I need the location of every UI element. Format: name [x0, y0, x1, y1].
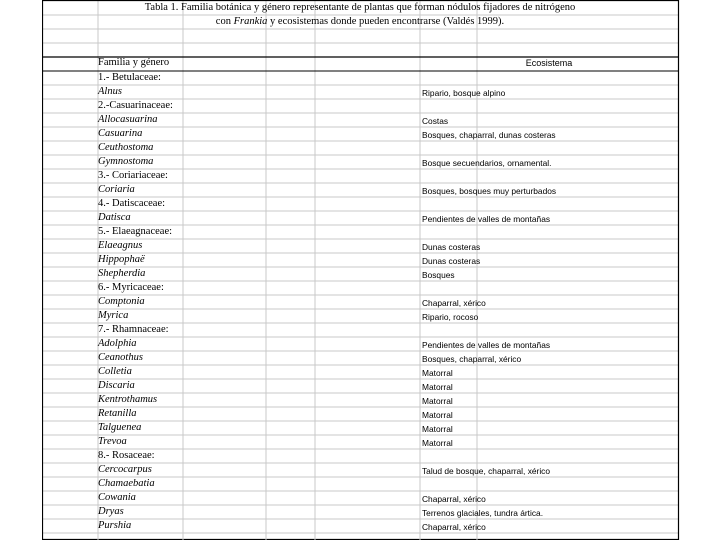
- ecosystem-cell: Bosques, bosques muy perturbados: [422, 186, 557, 196]
- table-row: [42, 141, 720, 155]
- genus-cell: Retanilla: [98, 408, 137, 419]
- family-cell: 7.- Rhamnaceae:: [98, 324, 169, 335]
- table-row: [42, 197, 720, 211]
- genus-cell: Comptonia: [98, 296, 145, 307]
- genus-cell: Adolphia: [98, 338, 137, 349]
- ecosystem-cell: Bosques: [422, 270, 455, 280]
- table-row: [42, 155, 720, 169]
- genus-cell: Gymnostoma: [98, 156, 154, 167]
- ecosystem-cell: Chaparral, xérico: [422, 494, 486, 504]
- ecosystem-cell: Matorral: [422, 410, 453, 420]
- table-row: [42, 365, 720, 379]
- table-row: [42, 295, 720, 309]
- genus-cell: Colletia: [98, 366, 132, 377]
- table-row: [42, 99, 720, 113]
- ecosystem-cell: Matorral: [422, 382, 453, 392]
- table-row: [42, 421, 720, 435]
- spreadsheet-page: [42, 0, 720, 540]
- genus-cell: Kentrothamus: [98, 394, 158, 405]
- table-row: [42, 113, 720, 127]
- family-cell: 8.- Rosaceae:: [98, 450, 155, 461]
- genus-cell: Cercocarpus: [98, 464, 152, 475]
- table-row: [42, 337, 720, 351]
- ecosystem-cell: Dunas costeras: [422, 256, 481, 266]
- table-row: [42, 267, 720, 281]
- genus-cell: Talguenea: [98, 422, 142, 433]
- table-row: [42, 281, 720, 295]
- table-row: [42, 407, 720, 421]
- ecosystem-cell: Costas: [422, 116, 449, 126]
- table-row: [42, 211, 720, 225]
- genus-cell: Coriaria: [98, 184, 135, 195]
- table-row: [42, 379, 720, 393]
- ecosystem-cell: Pendientes de valles de montañas: [422, 214, 551, 224]
- genus-cell: Ceanothus: [98, 352, 143, 363]
- ecosystem-cell: Chaparral, xérico: [422, 522, 486, 532]
- genus-cell: Alnus: [98, 86, 122, 97]
- ecosystem-cell: Matorral: [422, 438, 453, 448]
- family-cell: 1.- Betulaceae:: [98, 72, 161, 83]
- genus-cell: Purshia: [98, 520, 132, 531]
- genus-cell: Elaeagnus: [98, 240, 143, 251]
- table-row: [42, 183, 720, 197]
- table-row: [42, 477, 720, 491]
- ecosystem-cell: Ripario, rocoso: [422, 312, 479, 322]
- table-row: [42, 393, 720, 407]
- ecosystem-cell: Dunas costeras: [422, 242, 481, 252]
- table-row: [42, 435, 720, 449]
- ecosystem-cell: Bosque secuendarios, ornamental.: [422, 158, 552, 168]
- table-row: [42, 449, 720, 463]
- table-row: [42, 239, 720, 253]
- ecosystem-cell: Bosques, chaparral, dunas costeras: [422, 130, 556, 140]
- genus-cell: Trevoa: [98, 436, 127, 447]
- genus-cell: Ceuthostoma: [98, 142, 154, 153]
- genus-cell: Hippophaë: [98, 254, 145, 265]
- genus-cell: Myrica: [98, 310, 129, 321]
- table-row: [42, 463, 720, 477]
- genus-cell: Dryas: [98, 506, 124, 517]
- table-row: [42, 71, 720, 85]
- column-header-family: Familia y género: [98, 57, 170, 68]
- genus-cell: Discaria: [98, 380, 135, 391]
- genus-cell: Chamaebatia: [98, 478, 155, 489]
- table-row: [42, 491, 720, 505]
- title-genus-frankia: Frankia: [233, 16, 268, 27]
- table-title-line-2: [42, 15, 678, 29]
- table-row: [42, 505, 720, 519]
- ecosystem-cell: Terrenos glaciales, tundra ártica.: [422, 508, 544, 518]
- table-row: [42, 323, 720, 337]
- table-row: [42, 519, 720, 533]
- family-cell: 5.- Elaeagnaceae:: [98, 226, 173, 237]
- table-row: [42, 351, 720, 365]
- table-row: [42, 169, 720, 183]
- table-title-line-1: Tabla 1. Familia botánica y género representante de plantas que forman nódulos fijadores de nitrógeno: [144, 2, 576, 13]
- table-row: [42, 85, 720, 99]
- family-cell: 6.- Myricaceae:: [98, 282, 164, 293]
- genus-cell: Allocasuarina: [98, 114, 158, 125]
- ecosystem-cell: Ripario, bosque alpino: [422, 88, 506, 98]
- table-row: [42, 225, 720, 239]
- family-cell: 4.- Datiscaceae:: [98, 198, 166, 209]
- ecosystem-cell: Matorral: [422, 396, 453, 406]
- family-cell: 3.- Coriariaceae:: [98, 170, 168, 181]
- ecosystem-cell: Chaparral, xérico: [422, 298, 486, 308]
- ecosystem-cell: Bosques, chaparral, xérico: [422, 354, 522, 364]
- genus-cell: Datisca: [98, 212, 131, 223]
- genus-cell: Cowania: [98, 492, 136, 503]
- table-row: [42, 127, 720, 141]
- ecosystem-cell: Matorral: [422, 368, 453, 378]
- title-line-2-prefix: con: [215, 16, 234, 27]
- title-line-2-suffix: y ecosistemas donde pueden encontrarse (Valdés 1999).: [267, 16, 505, 27]
- family-cell: 2.-Casuarinaceae:: [98, 100, 173, 111]
- ecosystem-cell: Matorral: [422, 424, 453, 434]
- genus-cell: Shepherdia: [98, 268, 146, 279]
- table-row: [42, 253, 720, 267]
- genus-cell: Casuarina: [98, 128, 143, 139]
- ecosystem-cell: Pendientes de valles de montañas: [422, 340, 551, 350]
- ecosystem-cell: Talud de bosque, chaparral, xérico: [422, 466, 551, 476]
- table-row: [42, 309, 720, 323]
- column-header-ecosystem: Ecosistema: [525, 58, 573, 68]
